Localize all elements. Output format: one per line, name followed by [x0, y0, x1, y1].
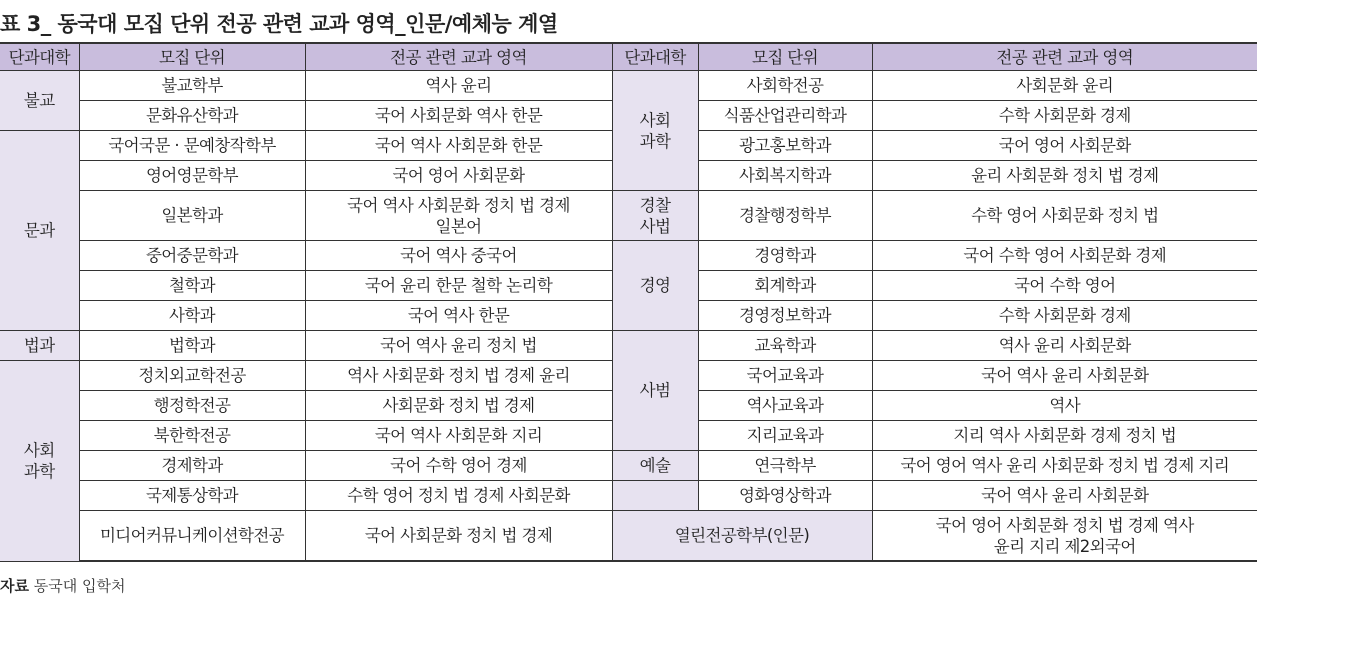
header-subjects-left: 전공 관련 교과 영역 [305, 43, 612, 71]
unit-cell: 문화유산학과 [79, 101, 305, 131]
table-row [0, 511, 1257, 562]
header-unit-right: 모집 단위 [698, 43, 872, 71]
source-text: 동국대 입학처 [33, 577, 126, 595]
college-cell: 불교 [0, 71, 79, 131]
subjects-cell: 국어 역사 윤리 정치 법 [305, 331, 612, 361]
unit-cell: 정치외교학전공 [79, 361, 305, 391]
subjects-cell: 국어 역사 한문 [305, 301, 612, 331]
header-college-left: 단과대학 [0, 43, 79, 71]
subjects-cell: 국어 역사 윤리 사회문화 [872, 361, 1257, 391]
unit-cell: 회계학과 [698, 271, 872, 301]
subjects-cell: 역사 [872, 391, 1257, 421]
unit-cell: 식품산업관리학과 [698, 101, 872, 131]
table-row [0, 241, 1257, 271]
subjects-cell: 국어 사회문화 역사 한문 [305, 101, 612, 131]
unit-cell: 사회학전공 [698, 71, 872, 101]
unit-cell: 경제학과 [79, 451, 305, 481]
unit-cell: 북한학전공 [79, 421, 305, 451]
subjects-cell: 수학 사회문화 경제 [872, 301, 1257, 331]
unit-cell: 광고홍보학과 [698, 131, 872, 161]
unit-cell: 사회복지학과 [698, 161, 872, 191]
header-subjects-right: 전공 관련 교과 영역 [872, 43, 1257, 71]
admission-subject-table [0, 42, 1257, 562]
college-cell: 예술 [612, 451, 698, 481]
college-cell: 사회 과학 [612, 71, 698, 191]
table-row [0, 71, 1257, 101]
table-row [0, 191, 1257, 241]
unit-cell: 중어중문학과 [79, 241, 305, 271]
unit-cell: 국제통상학과 [79, 481, 305, 511]
college-cell: 경영 [612, 241, 698, 331]
college-cell: 사회 과학 [0, 361, 79, 562]
subjects-cell: 국어 역사 중국어 [305, 241, 612, 271]
unit-cell: 미디어커뮤니케이션학전공 [79, 511, 305, 562]
unit-cell: 교육학과 [698, 331, 872, 361]
subjects-cell: 국어 윤리 한문 철학 논리학 [305, 271, 612, 301]
college-cell-empty [612, 481, 698, 511]
subjects-cell: 사회문화 윤리 [872, 71, 1257, 101]
header-unit-left: 모집 단위 [79, 43, 305, 71]
subjects-cell: 국어 역사 사회문화 정치 법 경제 일본어 [305, 191, 612, 241]
subjects-cell: 국어 역사 사회문화 한문 [305, 131, 612, 161]
unit-cell: 역사교육과 [698, 391, 872, 421]
table-row [0, 451, 1257, 481]
subjects-cell: 국어 사회문화 정치 법 경제 [305, 511, 612, 562]
subjects-cell: 사회문화 정치 법 경제 [305, 391, 612, 421]
table-title: 표 3_ 동국대 모집 단위 전공 관련 교과 영역_인문/예체능 계열 [0, 12, 558, 36]
unit-cell: 경찰행정학부 [698, 191, 872, 241]
subjects-cell: 국어 수학 영어 사회문화 경제 [872, 241, 1257, 271]
subjects-cell: 국어 역사 윤리 사회문화 [872, 481, 1257, 511]
header-college-right: 단과대학 [612, 43, 698, 71]
source-note [0, 575, 125, 596]
unit-cell-merged: 열린전공학부(인문) [612, 511, 872, 562]
subjects-cell: 국어 수학 영어 경제 [305, 451, 612, 481]
unit-cell: 법학과 [79, 331, 305, 361]
unit-cell: 경영학과 [698, 241, 872, 271]
subjects-cell: 국어 수학 영어 [872, 271, 1257, 301]
subjects-cell: 역사 윤리 사회문화 [872, 331, 1257, 361]
unit-cell: 경영정보학과 [698, 301, 872, 331]
unit-cell: 행정학전공 [79, 391, 305, 421]
subjects-cell: 국어 영어 사회문화 [305, 161, 612, 191]
subjects-cell: 지리 역사 사회문화 경제 정치 법 [872, 421, 1257, 451]
unit-cell: 지리교육과 [698, 421, 872, 451]
college-cell: 법과 [0, 331, 79, 361]
subjects-cell: 역사 윤리 [305, 71, 612, 101]
source-label: 자료 [0, 577, 29, 595]
unit-cell: 사학과 [79, 301, 305, 331]
subjects-cell: 수학 영어 정치 법 경제 사회문화 [305, 481, 612, 511]
subjects-cell: 수학 사회문화 경제 [872, 101, 1257, 131]
unit-cell: 영화영상학과 [698, 481, 872, 511]
subjects-cell: 국어 영어 사회문화 [872, 131, 1257, 161]
college-cell: 사범 [612, 331, 698, 451]
college-cell: 문과 [0, 131, 79, 331]
subjects-cell: 역사 사회문화 정치 법 경제 윤리 [305, 361, 612, 391]
unit-cell: 철학과 [79, 271, 305, 301]
unit-cell: 국어교육과 [698, 361, 872, 391]
table-row [0, 331, 1257, 361]
table-row [0, 481, 1257, 511]
subjects-cell: 국어 영어 역사 윤리 사회문화 정치 법 경제 지리 [872, 451, 1257, 481]
college-cell: 경찰 사법 [612, 191, 698, 241]
header-row [0, 43, 1257, 71]
subjects-cell: 윤리 사회문화 정치 법 경제 [872, 161, 1257, 191]
subjects-cell: 국어 영어 사회문화 정치 법 경제 역사 윤리 지리 제2외국어 [872, 511, 1257, 562]
subjects-cell: 국어 역사 사회문화 지리 [305, 421, 612, 451]
unit-cell: 연극학부 [698, 451, 872, 481]
unit-cell: 영어영문학부 [79, 161, 305, 191]
unit-cell: 일본학과 [79, 191, 305, 241]
subjects-cell: 수학 영어 사회문화 정치 법 [872, 191, 1257, 241]
unit-cell: 국어국문 · 문예창작학부 [79, 131, 305, 161]
unit-cell: 불교학부 [79, 71, 305, 101]
